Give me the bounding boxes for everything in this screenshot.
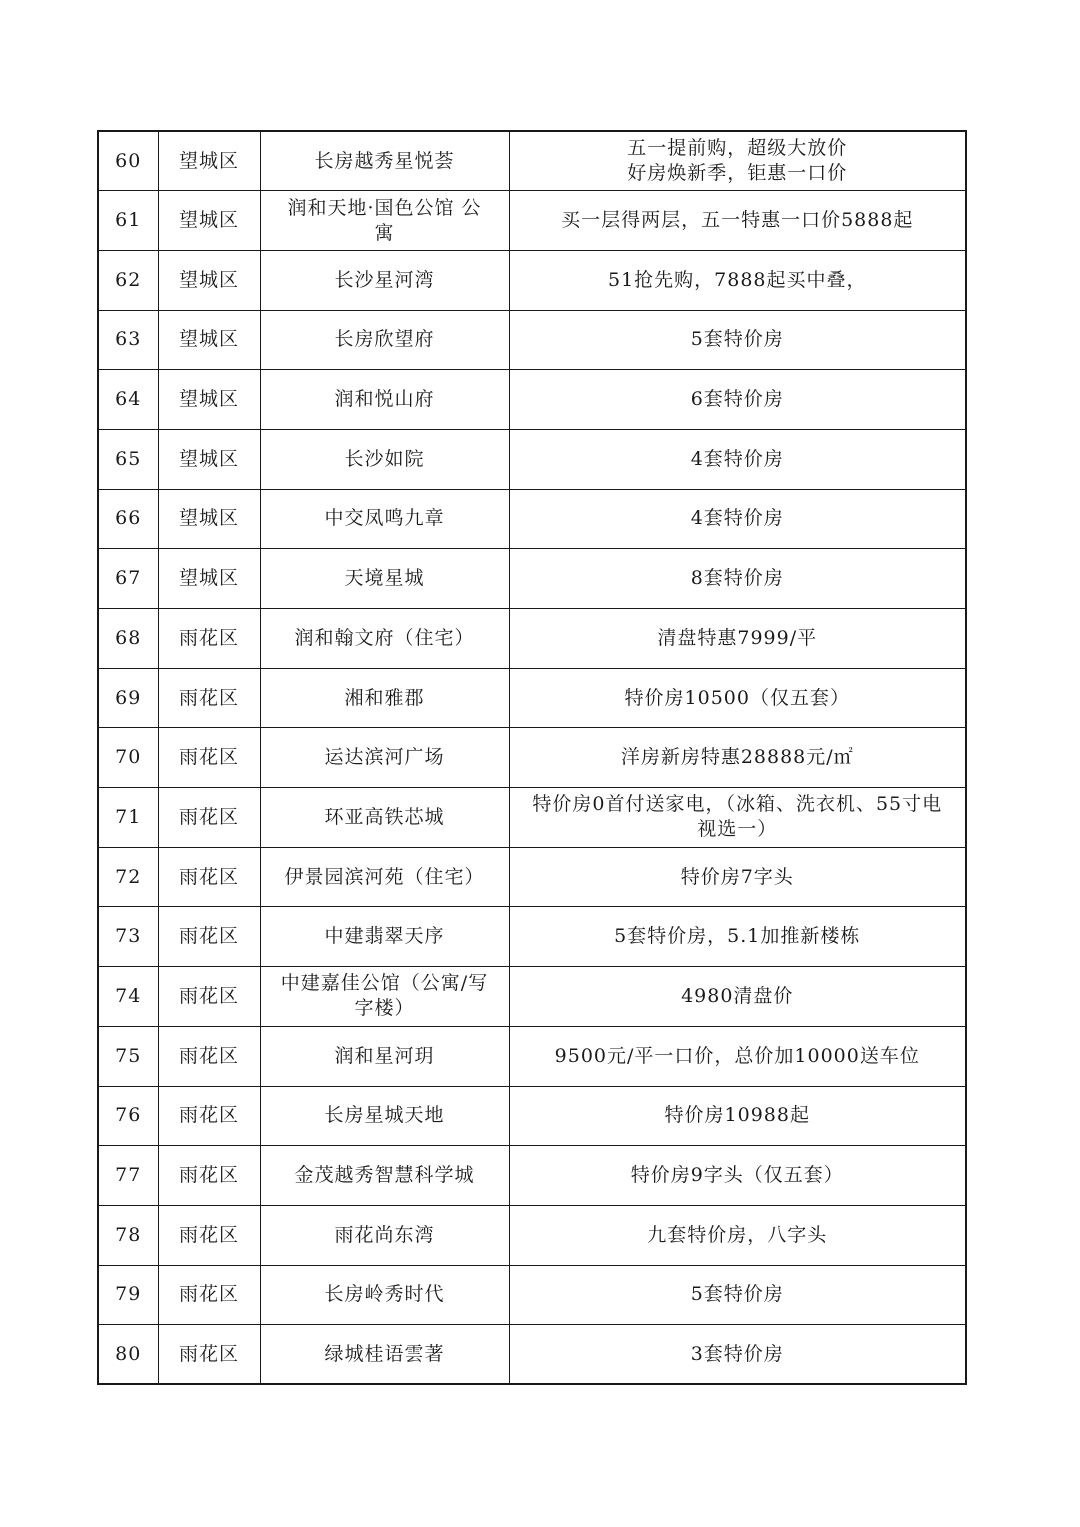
promotion-cell-line: 特价房0首付送家电，（冰箱、洗衣机、55寸电 <box>532 793 943 816</box>
promotion-cell-line: 6套特价房 <box>690 388 784 411</box>
project-name-cell <box>260 1325 509 1385</box>
row-number-cell: 65 <box>98 429 158 489</box>
promotion-cell-line: 视选一） <box>697 818 778 841</box>
project-name-cell-line: 金茂越秀智慧科学城 <box>294 1164 475 1187</box>
promotion-cell-line: 清盘特惠7999/平 <box>657 626 818 649</box>
district-cell: 望城区 <box>158 370 260 430</box>
project-name-cell-line: 天境星城 <box>344 567 425 590</box>
promotion-cell-line: 8套特价房 <box>690 567 784 590</box>
district-cell: 望城区 <box>158 429 260 489</box>
promotion-cell-line: 9500元/平一口价，总价加10000送车位 <box>554 1044 920 1067</box>
district-cell: 望城区 <box>158 549 260 609</box>
row-number-cell: 62 <box>98 250 158 310</box>
promotion-cell <box>509 788 966 848</box>
project-name-cell-line: 绿城桂语雲著 <box>324 1342 445 1365</box>
district-cell: 雨花区 <box>158 1265 260 1325</box>
district-cell: 望城区 <box>158 131 260 191</box>
project-name-cell <box>260 191 509 251</box>
project-name-cell-line: 雨花尚东湾 <box>334 1223 435 1246</box>
table-row <box>98 967 966 1027</box>
project-name-cell-line: 润和天地·国色公馆 公 <box>287 196 482 219</box>
row-number-cell: 66 <box>98 489 158 549</box>
project-name-cell-line: 长沙星河湾 <box>334 268 435 291</box>
promotion-cell <box>509 131 966 191</box>
row-number-cell: 69 <box>98 668 158 728</box>
table-row <box>98 131 966 191</box>
project-name-cell-line: 长房欣望府 <box>334 328 435 351</box>
project-name-cell <box>260 1146 509 1206</box>
row-number-cell: 60 <box>98 131 158 191</box>
promotion-cell-line: 5套特价房 <box>690 328 784 351</box>
table-row <box>98 1205 966 1265</box>
promotion-cell-line: 九套特价房，八字头 <box>647 1223 828 1246</box>
promotion-cell <box>509 728 966 788</box>
promotion-cell <box>509 310 966 370</box>
promotion-cell-line: 特价房10500（仅五套） <box>624 686 850 709</box>
table-body <box>98 131 966 1384</box>
promotion-cell-line: 4套特价房 <box>690 507 784 530</box>
row-number-cell: 67 <box>98 549 158 609</box>
project-name-cell-line: 润和星河玥 <box>334 1044 435 1067</box>
project-name-cell <box>260 131 509 191</box>
table-row <box>98 907 966 967</box>
project-name-cell <box>260 370 509 430</box>
table-row <box>98 549 966 609</box>
table-row <box>98 728 966 788</box>
promotion-cell <box>509 191 966 251</box>
row-number-cell: 64 <box>98 370 158 430</box>
row-number-cell: 71 <box>98 788 158 848</box>
project-name-cell <box>260 1026 509 1086</box>
promotion-cell-line: 五一提前购，超级大放价 <box>627 137 848 160</box>
project-name-cell <box>260 907 509 967</box>
district-cell: 雨花区 <box>158 1086 260 1146</box>
project-name-cell <box>260 1086 509 1146</box>
promotion-cell <box>509 668 966 728</box>
promotion-cell-line: 特价房9字头（仅五套） <box>630 1164 844 1187</box>
project-name-cell-line: 中建翡翠天序 <box>324 925 445 948</box>
project-name-cell <box>260 489 509 549</box>
district-cell: 雨花区 <box>158 1146 260 1206</box>
table-row <box>98 250 966 310</box>
row-number-cell: 70 <box>98 728 158 788</box>
promotion-cell <box>509 250 966 310</box>
promotion-cell-line: 4980清盘价 <box>681 984 794 1007</box>
row-number-cell: 79 <box>98 1265 158 1325</box>
district-cell: 雨花区 <box>158 1026 260 1086</box>
promotion-cell-line: 4套特价房 <box>690 447 784 470</box>
district-cell: 雨花区 <box>158 788 260 848</box>
row-number-cell: 78 <box>98 1205 158 1265</box>
promotion-cell-line: 买一层得两层，五一特惠一口价5888起 <box>561 209 914 232</box>
project-name-cell-line: 润和悦山府 <box>334 388 435 411</box>
project-name-cell <box>260 1205 509 1265</box>
table-row <box>98 847 966 907</box>
district-cell: 雨花区 <box>158 668 260 728</box>
project-name-cell-line: 长沙如院 <box>344 447 425 470</box>
table-row <box>98 1146 966 1206</box>
district-cell: 望城区 <box>158 250 260 310</box>
promotion-cell <box>509 1146 966 1206</box>
promotion-cell-line: 洋房新房特惠28888元/㎡ <box>620 746 854 769</box>
promotion-cell <box>509 1265 966 1325</box>
project-name-cell <box>260 668 509 728</box>
project-name-cell <box>260 788 509 848</box>
promotion-cell-line: 51抢先购，7888起买中叠， <box>607 268 867 291</box>
district-cell: 雨花区 <box>158 1205 260 1265</box>
project-name-cell-line: 运达滨河广场 <box>324 746 445 769</box>
project-name-cell <box>260 728 509 788</box>
table-row <box>98 1325 966 1385</box>
promotion-cell <box>509 429 966 489</box>
project-name-cell-line: 中交凤鸣九章 <box>324 507 445 530</box>
listing-table <box>97 130 967 1385</box>
row-number-cell: 61 <box>98 191 158 251</box>
promotion-cell-line: 好房焕新季，钜惠一口价 <box>627 162 848 185</box>
promotion-cell <box>509 1325 966 1385</box>
project-name-cell-line: 湘和雅郡 <box>344 686 425 709</box>
table-row <box>98 489 966 549</box>
project-name-cell-line: 长房越秀星悦荟 <box>314 149 455 172</box>
project-name-cell-line: 寓 <box>374 221 395 244</box>
promotion-cell <box>509 847 966 907</box>
project-name-cell-line: 伊景园滨河苑（住宅） <box>284 865 485 888</box>
table-row <box>98 1086 966 1146</box>
project-name-cell-line: 中建嘉佳公馆（公寓/写 <box>280 972 489 995</box>
promotion-cell <box>509 489 966 549</box>
row-number-cell: 74 <box>98 967 158 1027</box>
row-number-cell: 73 <box>98 907 158 967</box>
promotion-cell <box>509 1086 966 1146</box>
table-row <box>98 668 966 728</box>
project-name-cell <box>260 429 509 489</box>
row-number-cell: 76 <box>98 1086 158 1146</box>
row-number-cell: 77 <box>98 1146 158 1206</box>
row-number-cell: 68 <box>98 609 158 669</box>
table-row <box>98 370 966 430</box>
promotion-cell <box>509 1026 966 1086</box>
row-number-cell: 75 <box>98 1026 158 1086</box>
promotion-cell-line: 5套特价房，5.1加推新楼栋 <box>614 925 861 948</box>
district-cell: 雨花区 <box>158 609 260 669</box>
promotion-cell <box>509 1205 966 1265</box>
district-cell: 望城区 <box>158 310 260 370</box>
promotion-cell-line: 5套特价房 <box>690 1283 784 1306</box>
project-name-cell <box>260 1265 509 1325</box>
project-name-cell-line: 长房星城天地 <box>324 1104 445 1127</box>
promotion-cell <box>509 967 966 1027</box>
promotion-cell <box>509 609 966 669</box>
row-number-cell: 63 <box>98 310 158 370</box>
project-name-cell <box>260 967 509 1027</box>
table-row <box>98 310 966 370</box>
row-number-cell: 72 <box>98 847 158 907</box>
district-cell: 雨花区 <box>158 847 260 907</box>
table-row <box>98 429 966 489</box>
project-name-cell-line: 润和翰文府（住宅） <box>294 626 475 649</box>
project-name-cell <box>260 847 509 907</box>
promotion-cell-line: 3套特价房 <box>690 1342 784 1365</box>
project-name-cell <box>260 609 509 669</box>
district-cell: 望城区 <box>158 191 260 251</box>
project-name-cell <box>260 549 509 609</box>
table-row <box>98 1265 966 1325</box>
promotion-cell <box>509 370 966 430</box>
project-name-cell-line: 环亚高铁芯城 <box>324 805 445 828</box>
table-row <box>98 191 966 251</box>
table-row <box>98 1026 966 1086</box>
district-cell: 雨花区 <box>158 1325 260 1385</box>
promotion-cell-line: 特价房7字头 <box>680 865 794 888</box>
district-cell: 望城区 <box>158 489 260 549</box>
promotion-cell <box>509 549 966 609</box>
district-cell: 雨花区 <box>158 907 260 967</box>
row-number-cell: 80 <box>98 1325 158 1385</box>
table-row <box>98 609 966 669</box>
district-cell: 雨花区 <box>158 967 260 1027</box>
project-name-cell <box>260 250 509 310</box>
promotion-cell <box>509 907 966 967</box>
district-cell: 雨花区 <box>158 728 260 788</box>
project-name-cell-line: 长房岭秀时代 <box>324 1283 445 1306</box>
table-row <box>98 788 966 848</box>
project-name-cell <box>260 310 509 370</box>
promotion-cell-line: 特价房10988起 <box>664 1104 810 1127</box>
project-name-cell-line: 字楼） <box>354 997 415 1020</box>
